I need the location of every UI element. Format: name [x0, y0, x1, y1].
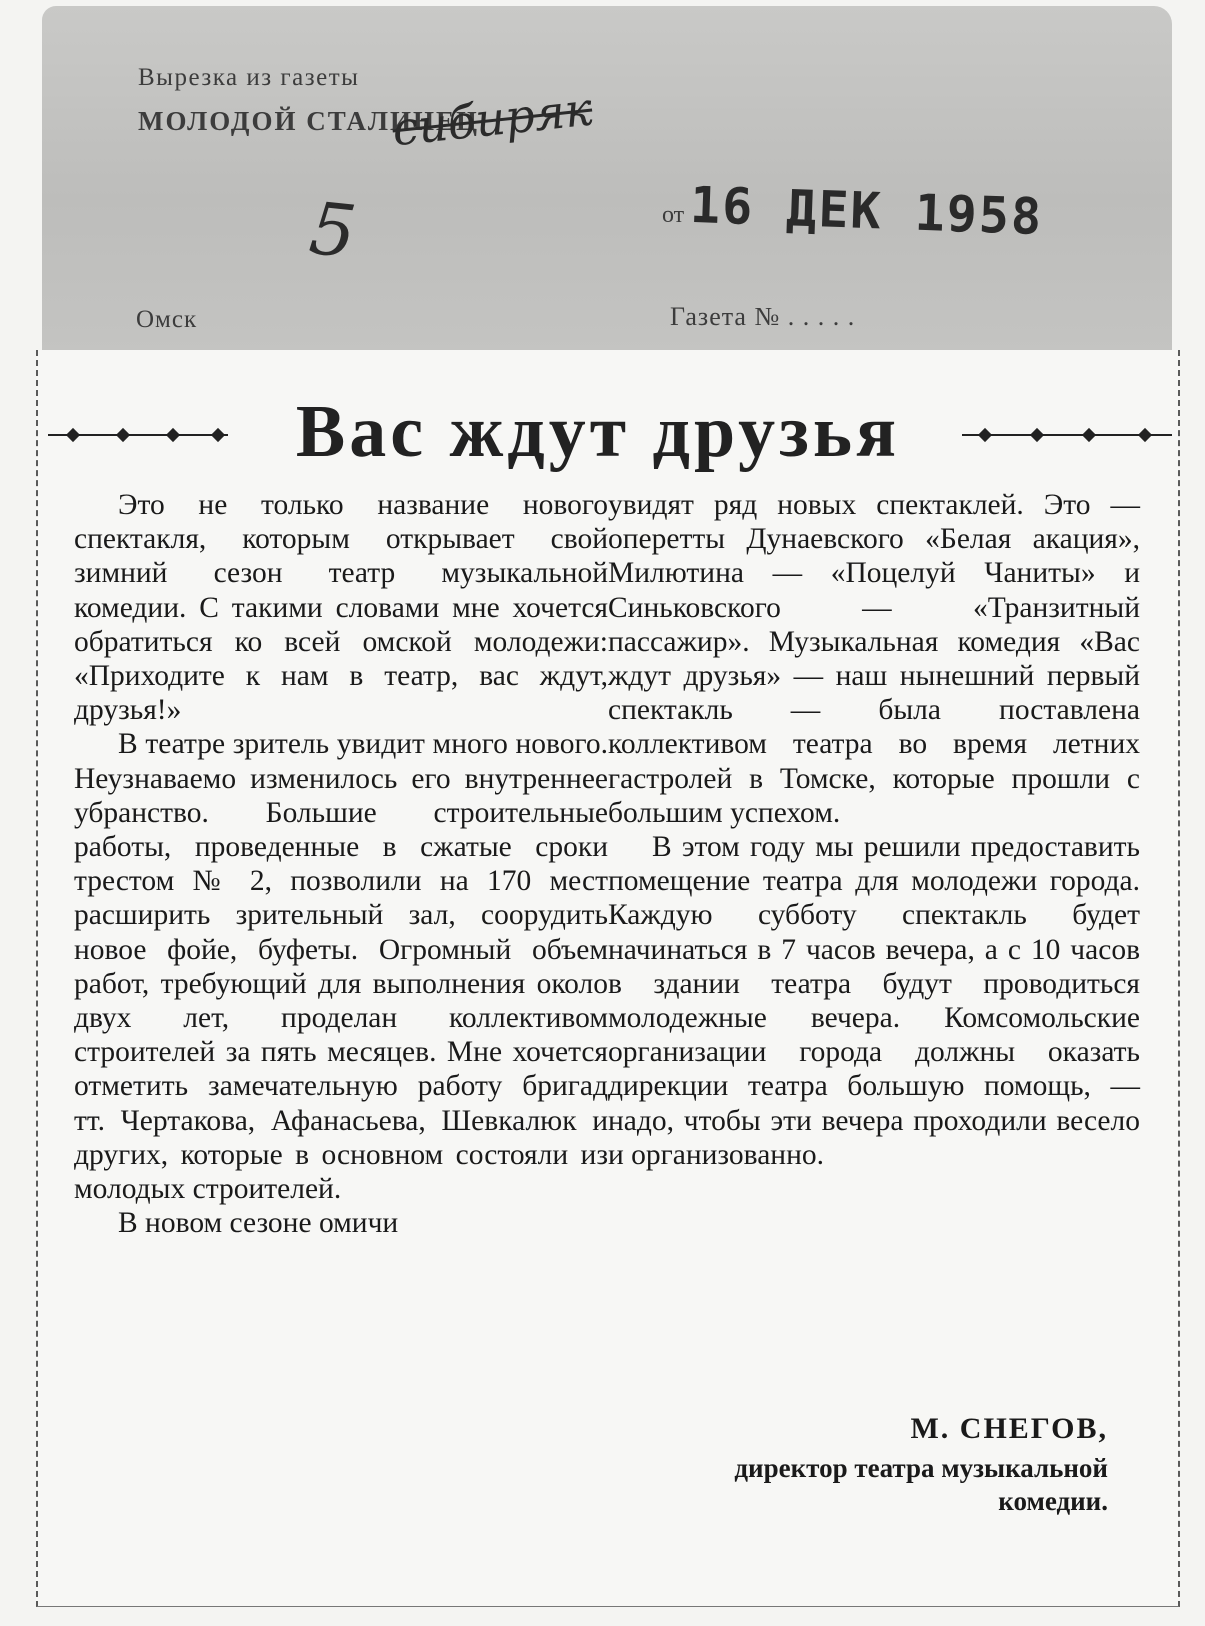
date-stamp: 16 ДЕК 1958	[689, 175, 1045, 247]
article-headline: Вас ждут друзья	[295, 391, 901, 473]
newspaper-clipping	[36, 350, 1180, 1607]
date-prefix: от	[662, 202, 685, 228]
ornament-diamond	[116, 428, 130, 442]
ornament-left	[48, 434, 228, 436]
article-column-right	[608, 488, 1140, 1172]
ornament-diamond	[211, 428, 225, 442]
article-paragraph: В театре зритель увидит много нового. Неузнаваемо изменилось его внутреннее убранство. Большие строительные работы, проведенные в сжатые сроки трестом № 2, позволили на 170 мест расширить зрительный зал, соорудить новое фойе, буфеты. Огромный объем работ, требующий для выполнения около двух лет, проделан коллективом строителей за пять месяцев. Мне хочется отметить замечательную работу бригад тт. Чертакова, Афанасьева, Шевкалюк и других, которые в основном состояли из молодых строителей.	[74, 728, 608, 1206]
author-position: директор театра музыкальной комедии.	[734, 1453, 1108, 1516]
article-column-left	[74, 488, 608, 1240]
newspaper-name: МОЛОДОЙ СТАЛИНЕЦ	[138, 106, 480, 136]
author-signature: М. СНЕГОВ,	[910, 1412, 1108, 1445]
newspaper-number-label: Газета № . . . . .	[670, 302, 856, 331]
ornament-diamond	[66, 428, 80, 442]
ornament-diamond	[1138, 428, 1152, 442]
article-paragraph: В этом году мы решили предоставить помещение театра для молодежи города. Каждую субботу спектакль будет начинаться в 7 часов вечера, а с 10 часов в здании театра будут проводиться молодежные вечера. Комсомольские организации города должны оказать дирекции театра большую помощь, — надо, чтобы эти вечера проходили весело и организованно.	[608, 831, 1140, 1171]
ornament-diamond	[166, 428, 180, 442]
ornament-diamond	[978, 428, 992, 442]
article-paragraph: увидят ряд новых спектаклей. Это — оперетты Дунаевского «Белая акация», Милютина — «Поцелуй Чаниты» и Синьковского — «Транзитный пассажир». Музыкальная комедия «Вас ждут друзья» — наш нынешний первый спектакль — была поставлена коллективом театра во время летних гастролей в Томске, которые прошли с большим успехом.	[608, 489, 1140, 829]
clipping-service-slip	[42, 6, 1172, 358]
ornament-right	[962, 434, 1172, 436]
article-paragraph: В новом сезоне омичи	[118, 1207, 399, 1240]
clipping-source-label: Вырезка из газеты	[138, 64, 360, 91]
ornament-diamond	[1082, 428, 1096, 442]
ornament-diamond	[1030, 428, 1044, 442]
handwritten-page-number: 5	[305, 185, 361, 275]
article-paragraph: Это не только название нового спектакля, которым открывает свой зимний сезон театр музыкальной комедии. С такими словами мне хочется обратиться ко всей омской молодежи: «Приходите к нам в театр, вас ждут, друзья!»	[74, 489, 608, 727]
headline-row	[38, 390, 1178, 480]
handwritten-newspaper-correction: сибиряк	[389, 81, 595, 157]
city-label: Омск	[136, 306, 198, 333]
